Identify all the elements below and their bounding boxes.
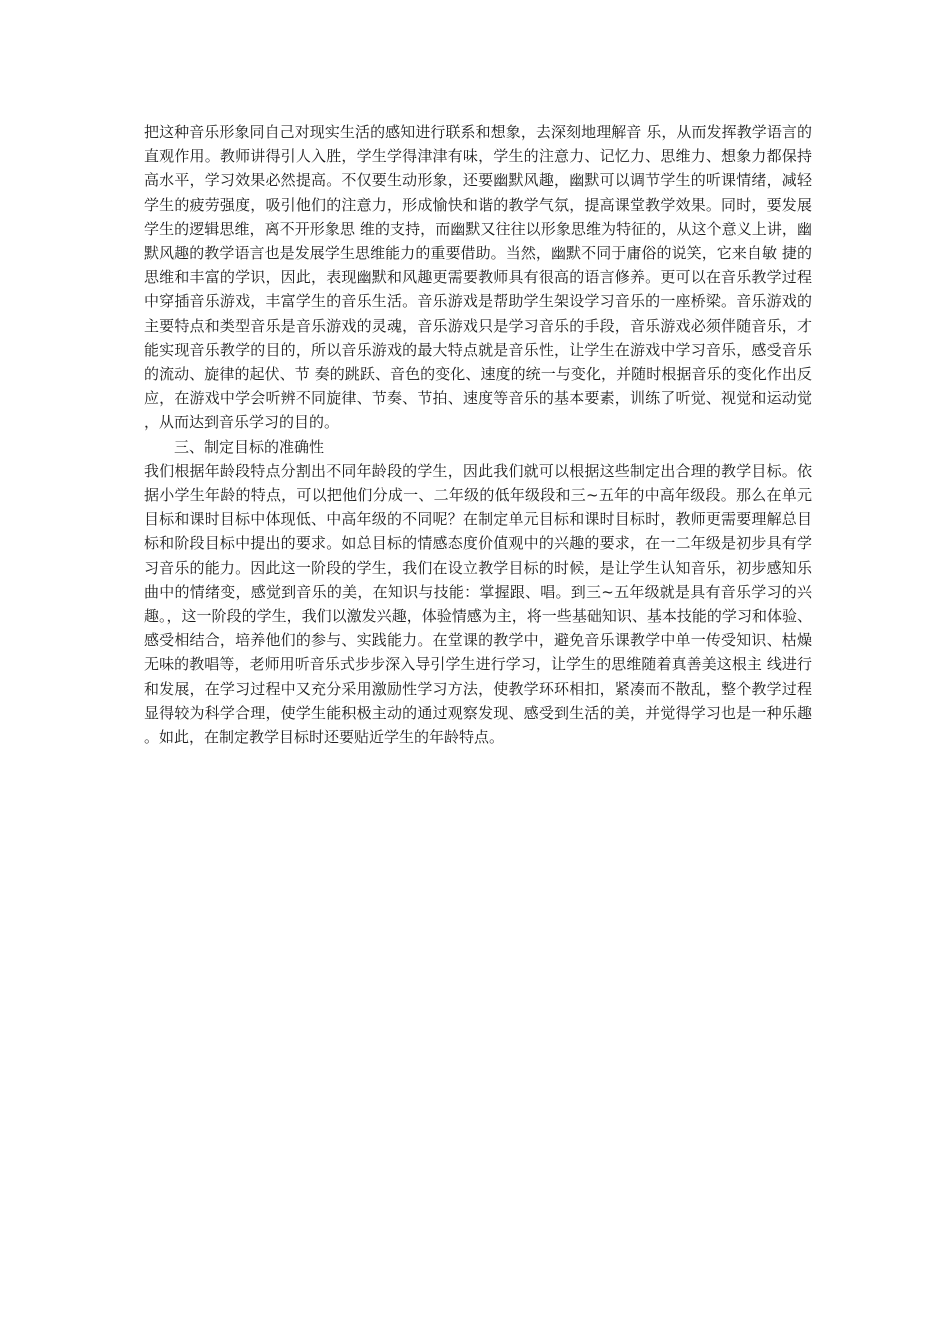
- document-page: [144, 120, 812, 749]
- body-paragraph-teaching-goals: 我们根据年龄段特点分割出不同年龄段的学生，因此我们就可以根据这些制定出合理的教学目标。依据小学生年龄的特点，可以把他们分成一、二年级的低年级段和三~五年的中高年级段。那么在单元目标和课时目标中体现低、中高年级的不同呢？在制定单元目标和课时目标时，教师更需要理解总目标和阶段目标中提出的要求。如总目标的情感态度价值观中的兴趣的要求，在一二年级是初步具有学习音乐的能力。因此这一阶段的学生，我们在设立教学目标的时候，是让学生认知音乐，初步感知乐曲中的情绪变，感觉到音乐的美，在知识与技能：掌握跟、唱。到三~五年级就是具有音乐学习的兴趣。，这一阶段的学生，我们以激发兴趣，体验情感为主，将一些基础知识、基本技能的学习和体验、感受相结合，培养他们的参与、实践能力。在堂课的教学中，避免音乐课教学中单一传受知识、枯燥无味的教唱等，老师用听音乐式步步深入导引学生进行学习，让学生的思维随着真善美这根主 线进行和发展，在学习过程中又充分采用激励性学习方法，使教学环环相扣，紧凑而不散乱，整个教学过程显得较为科学合理，使学生能积极主动的通过观察发现、感受到生活的美，并觉得学习也是一种乐趣。如此，在制定教学目标时还要贴近学生的年龄特点。: [144, 461, 812, 747]
- section-heading-goal-accuracy: 三、制定目标的准确性: [174, 437, 325, 456]
- body-paragraph-music-imagery: 把这种音乐形象同自己对现实生活的感知进行联系和想象，去深刻地理解音 乐，从而发挥教学语言的直观作用。教师讲得引人入胜，学生学得津津有味，学生的注意力、记忆力、思维力、想象力都保持高水平，学习效果必然提高。不仅要生动形象，还要幽默风趣，幽默可以调节学生的听课情绪，减轻学生的疲劳强度，吸引他们的注意力，形成愉快和谐的教学气氛，提高课堂教学效果。同时，要发展学生的逻辑思维，离不开形象思 维的支持，而幽默又往往以形象思维为特征的，从这个意义上讲，幽默风趣的教学语言也是发展学生思维能力的重要借助。当然，幽默不同于庸俗的说笑，它来自敏 捷的思维和丰富的学识，因此，表现幽默和风趣更需要教师具有很高的语言修养。更可以在音乐教学过程中穿插音乐游戏，丰富学生的音乐生活。音乐游戏是帮助学生架设学习音乐的一座桥梁。音乐游戏的主要特点和类型音乐是音乐游戏的灵魂，音乐游戏只是学习音乐的手段，音乐游戏必须伴随音乐，才能实现音乐教学的目的，所以音乐游戏的最大特点就是音乐性，让学生在游戏中学习音乐，感受音乐的流动、旋律的起伏、节 奏的跳跃、音色的变化、速度的统一与变化，并随时根据音乐的变化作出反应，在游戏中学会听辨不同旋律、节奏、节拍、速度等音乐的基本要素，训练了听觉、视觉和运动觉，从而达到音乐学习的目的。: [144, 123, 812, 432]
